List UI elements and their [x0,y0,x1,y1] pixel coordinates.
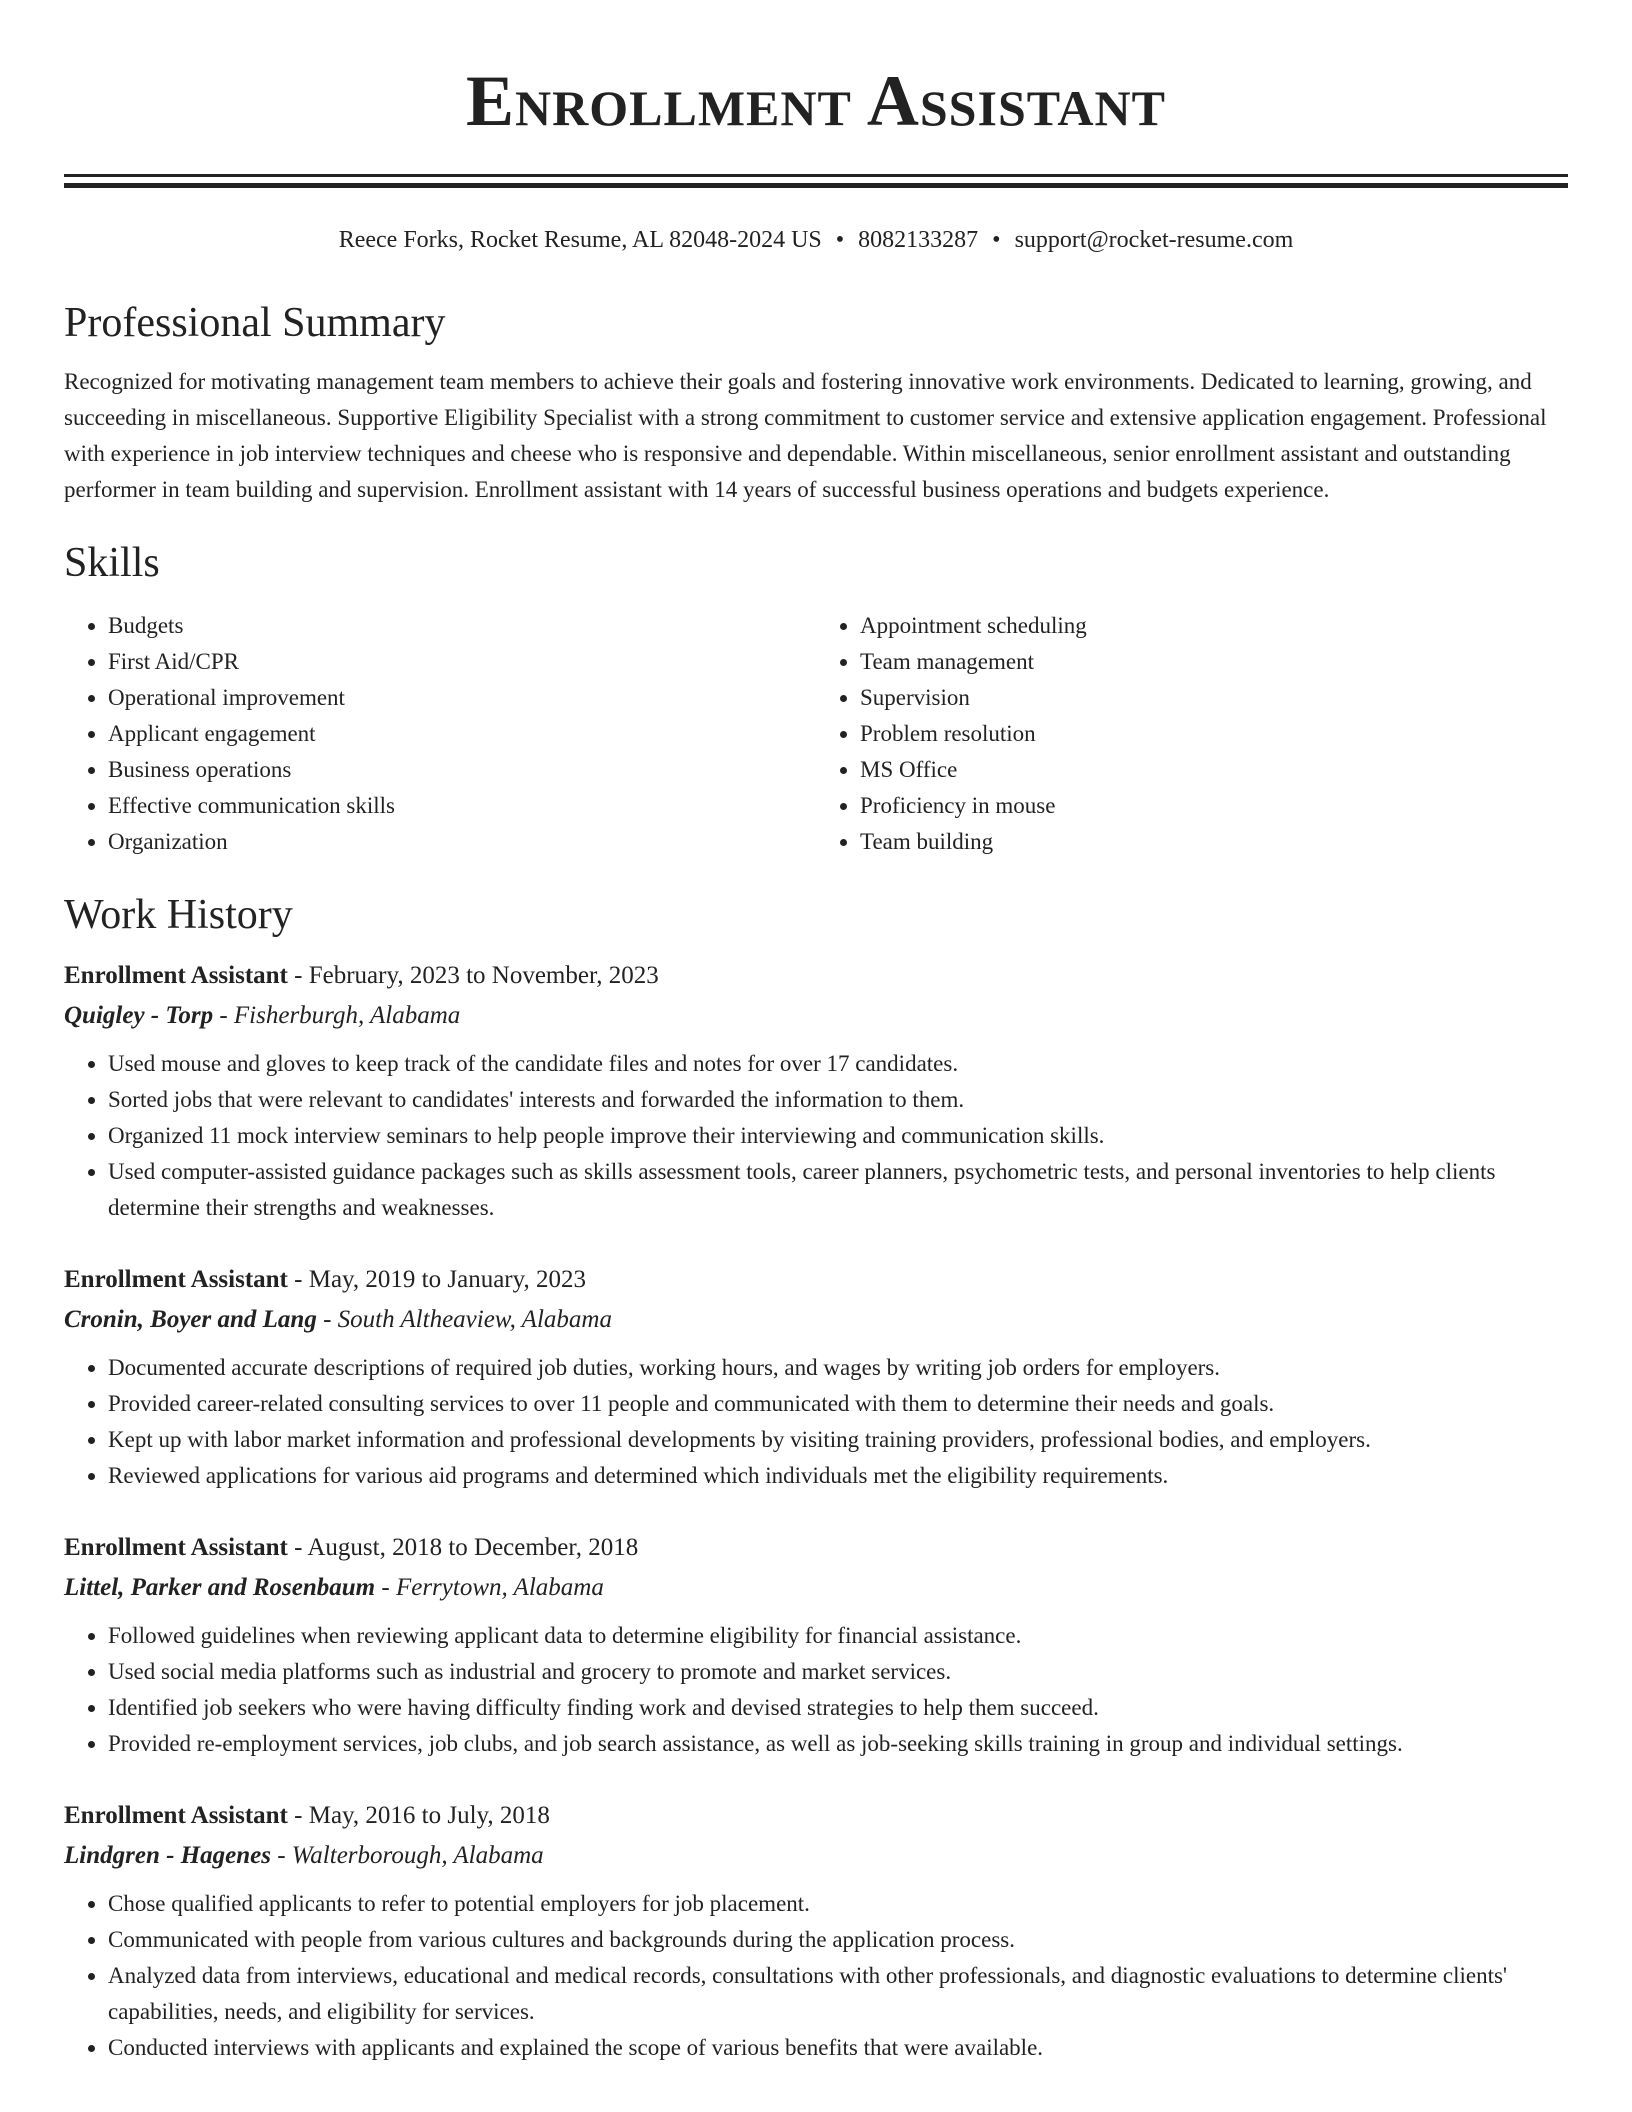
skill-item: • Business operations [108,752,816,788]
skill-item: • Appointment scheduling [860,608,1568,644]
job-bullets [64,1618,1568,1762]
job-dates: - August, 2018 to December, 2018 [287,1534,639,1561]
job-dates: - May, 2019 to January, 2023 [287,1266,586,1293]
work-history-heading: Work History [64,892,293,938]
skill-item: • First Aid/CPR [108,644,816,680]
job-entry [64,956,1568,1226]
summary-heading: Professional Summary [64,300,446,346]
company-line [64,1300,1568,1340]
job-bullet: • Analyzed data from interviews, educational and medical records, consultations with other professionals, and diagnostic evaluations to determine clients' capabilities, needs, and eligibility for services. [108,1958,1568,2030]
skills-list [64,608,1568,860]
job-title: Enrollment Assistant [64,1266,288,1293]
company-line [64,1836,1568,1876]
skill-item: • Proficiency in mouse [860,788,1568,824]
job-bullet: • Kept up with labor market information and professional developments by visiting training providers, professional bodies, and employers. [108,1422,1568,1458]
contact-line [64,224,1568,256]
job-entry [64,1260,1568,1494]
job-bullet: • Sorted jobs that were relevant to candidates' interests and forwarded the information to them. [108,1082,1568,1118]
job-title: Enrollment Assistant [64,1802,288,1829]
job-bullets [64,1350,1568,1494]
job-title: Enrollment Assistant [64,962,288,989]
skill-item: • Applicant engagement [108,716,816,752]
skills-column-left [64,608,816,860]
job-bullet: • Provided career-related consulting services to over 11 people and communicated with them to determine their needs and goals. [108,1386,1568,1422]
skill-item: • Supervision [860,680,1568,716]
job-dates: - February, 2023 to November, 2023 [287,962,659,989]
company-name: Quigley - Torp [64,1002,214,1029]
job-bullet: • Reviewed applications for various aid programs and determined which individuals met the eligibility requirements. [108,1458,1568,1494]
company-location: - South Altheaview, Alabama [316,1306,612,1333]
company-location: - Walterborough, Alabama [270,1842,544,1869]
company-name: Cronin, Boyer and Lang [64,1306,317,1333]
job-bullet: • Provided re-employment services, job clubs, and job search assistance, as well as job-seeking skills training in group and individual settings. [108,1726,1568,1762]
company-line [64,1568,1568,1608]
job-bullet: • Identified job seekers who were having difficulty finding work and devised strategies to help them succeed. [108,1690,1568,1726]
job-bullet: • Used social media platforms such as industrial and grocery to promote and market services. [108,1654,1568,1690]
job-bullet: • Conducted interviews with applicants and explained the scope of various benefits that were available. [108,2030,1568,2066]
job-dates: - May, 2016 to July, 2018 [287,1802,550,1829]
skill-item: • Team building [860,824,1568,860]
job-title-line [64,956,1568,996]
job-title: Enrollment Assistant [64,1534,288,1561]
job-bullet: • Organized 11 mock interview seminars to help people improve their interviewing and communication skills. [108,1118,1568,1154]
job-entry [64,1528,1568,1762]
skills-heading: Skills [64,540,160,586]
company-location: - Fisherburgh, Alabama [213,1002,461,1029]
summary-text: Recognized for motivating management team members to achieve their goals and fostering innovative work environments. Dedicated to learning, growing, and succeeding in miscellaneous. Supportive Eligibility Specialist with a strong commitment to customer service and extensive application engagement. Professional with experience in job interview techniques and cheese who is responsive and dependable. Within miscellaneous, senior enrollment assistant and outstanding performer in team building and supervision. Enrollment assistant with 14 years of successful business operations and budgets experience. [64,369,1547,502]
skill-item: • Budgets [108,608,816,644]
job-bullet: • Used mouse and gloves to keep track of the candidate files and notes for over 17 candidates. [108,1046,1568,1082]
skill-item: • Organization [108,824,816,860]
contact-separator: • [835,227,845,253]
job-title-line [64,1796,1568,1836]
contact-email: support@rocket-resume.com [1014,227,1294,253]
job-bullet: • Used computer-assisted guidance packages such as skills assessment tools, career planners, psychometric tests, and personal inventories to help clients determine their strengths and weaknesses. [108,1154,1568,1226]
header-rule-thin [64,174,1568,177]
skills-column-right [816,608,1568,860]
job-title-line [64,1260,1568,1300]
skill-item: • Team management [860,644,1568,680]
header-rule-thick [64,183,1568,188]
job-bullet: • Documented accurate descriptions of required job duties, working hours, and wages by writing job orders for employers. [108,1350,1568,1386]
job-entry [64,1796,1568,2066]
job-bullets [64,1046,1568,1226]
company-name: Lindgren - Hagenes [64,1842,271,1869]
skill-item: • Effective communication skills [108,788,816,824]
job-bullet: • Chose qualified applicants to refer to potential employers for job placement. [108,1886,1568,1922]
company-location: - Ferrytown, Alabama [375,1574,604,1601]
job-bullets [64,1886,1568,2066]
job-title-line [64,1528,1568,1568]
skill-item: • MS Office [860,752,1568,788]
candidate-name: Enrollment Assistant [466,61,1166,141]
skill-item: • Problem resolution [860,716,1568,752]
job-bullet: • Followed guidelines when reviewing applicant data to determine eligibility for financial assistance. [108,1618,1568,1654]
job-bullet: • Communicated with people from various cultures and backgrounds during the application process. [108,1922,1568,1958]
skill-item: • Operational improvement [108,680,816,716]
contact-address: Reece Forks, Rocket Resume, AL 82048-2024 US [338,227,822,253]
contact-separator: • [992,227,1001,253]
contact-phone: 8082133287 [858,227,979,253]
company-name: Littel, Parker and Rosenbaum [64,1574,376,1601]
company-line [64,996,1568,1036]
